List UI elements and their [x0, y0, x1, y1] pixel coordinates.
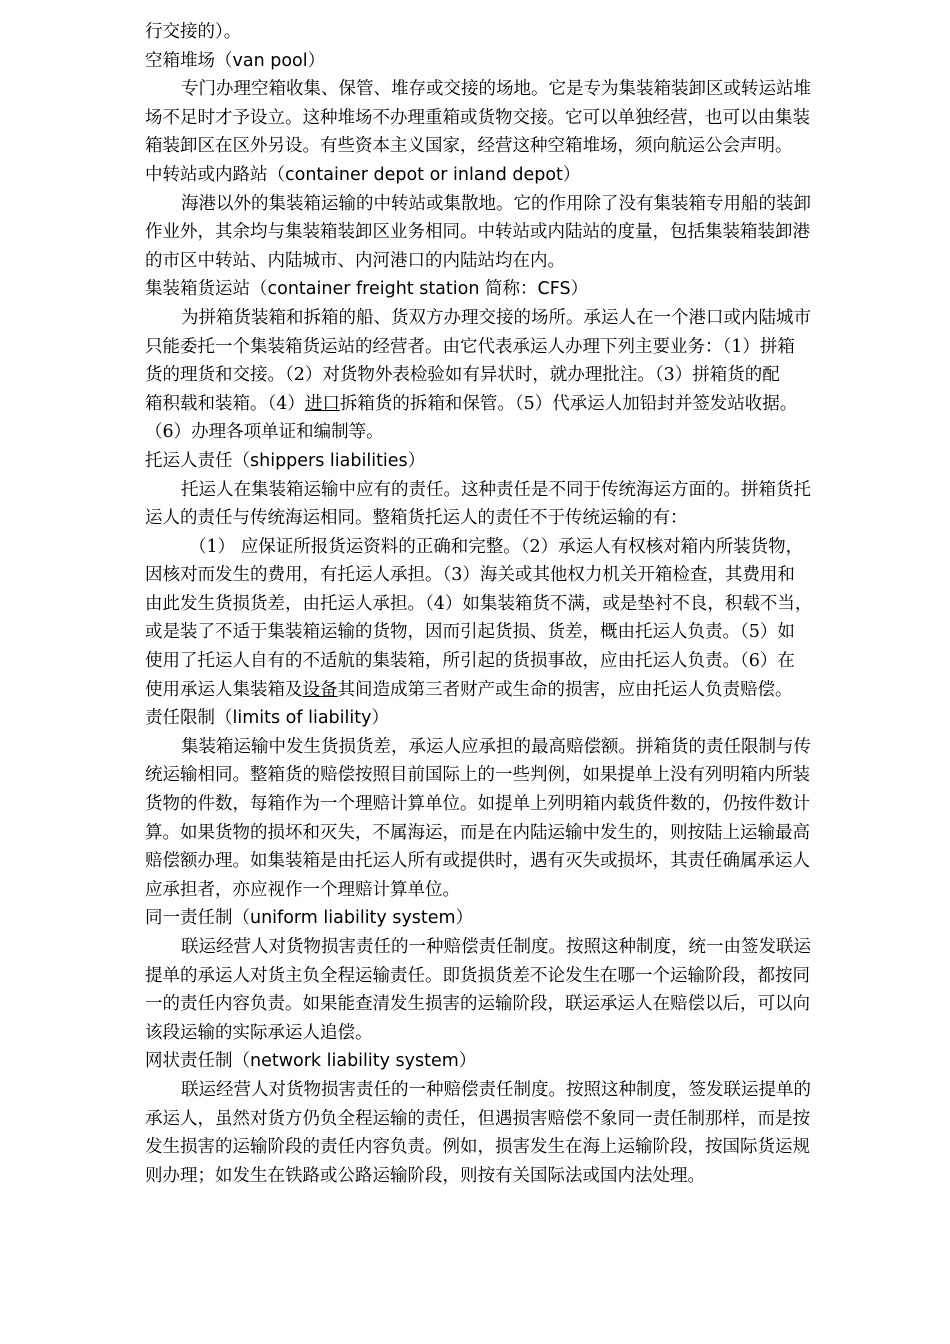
body-line: 联运经营人对货物损害责任的一种赔偿责任制度。按照这种制度，签发联运提单的 — [181, 1079, 811, 1100]
body-line: 海港以外的集装箱运输的中转站或集散地。它的作用除了没有集装箱专用船的装卸 — [181, 193, 811, 214]
section-heading-limits-of-liability: 责任限制（limits of liability） — [145, 708, 389, 729]
body-line: 场不足时才予设立。这种堆场不办理重箱或货物交接。它可以单独经营，也可以由集装 — [145, 107, 810, 128]
body-line: 该段运输的实际承运人追偿。 — [145, 1022, 373, 1043]
body-line: （6）办理各项单证和编制等。 — [145, 422, 384, 443]
body-line: 一的责任内容负责。如果能查清发生损害的运输阶段，联运承运人在赔偿以后，可以向 — [145, 994, 810, 1015]
underlined-term: 设备 — [302, 679, 338, 700]
body-line: 专门办理空箱收集、保管、堆存或交接的场地。它是专为集装箱装卸区或转运站堆 — [181, 79, 811, 100]
body-line: 使用了托运人自有的不适航的集装箱，所引起的货损事故，应由托运人负责。（6）在 — [145, 651, 795, 672]
body-line: 统运输相同。整箱货的赔偿按照目前国际上的一些判例，如果提单上没有列明箱内所装 — [145, 765, 810, 786]
body-line: 作业外，其余均与集装箱装卸区业务相同。中转站或内陆站的度量，包括集装箱装卸港 — [145, 222, 810, 243]
body-line: 的市区中转站、内陆城市、内河港口的内陆站均在内。 — [145, 250, 565, 271]
body-line: 承运人，虽然对货方仍负全程运输的责任，但遇损害赔偿不象同一责任制那样，而是按 — [145, 1108, 810, 1129]
section-heading-van-pool: 空箱堆场（van pool） — [145, 50, 326, 71]
body-line: 由此发生货损货差，由托运人承担。（4）如集装箱货不满，或是垫衬不良，积载不当， — [145, 593, 813, 614]
body-line: 赔偿额办理。如集装箱是由托运人所有或提供时，遇有灭失或损坏，其责任确属承运人 — [145, 851, 810, 872]
section-heading-container-depot: 中转站或内路站（container depot or inland depot） — [145, 164, 581, 185]
section-heading-cfs: 集装箱货运站（container freight station 简称：CFS） — [145, 279, 589, 300]
body-line: 提单的承运人对货主负全程运输责任。即货损货差不论发生在哪一个运输阶段，都按同 — [145, 965, 810, 986]
underlined-term: 进口 — [304, 393, 340, 414]
body-line: 运人的责任与传统海运相同。整箱货托运人的责任不于传统运输的有： — [145, 508, 688, 529]
body-line: 集装箱运输中发生货损货差，承运人应承担的最高赔偿额。拼箱货的责任限制与传 — [181, 736, 811, 757]
body-line: 箱装卸区在区外另设。有些资本主义国家，经营这种空箱堆场，须向航运公会声明。 — [145, 136, 793, 157]
lead-line: 行交接的）。 — [145, 22, 242, 42]
body-line: 算。如果货物的损坏和灭失，不属海运，而是在内陆运输中发生的，则按陆上运输最高 — [145, 822, 810, 843]
body-line: 因核对而发生的费用，有托运人承担。（3）海关或其他权力机关开箱检查，其费用和 — [145, 565, 795, 586]
body-line: 使用承运人集装箱及设备其间造成第三者财产或生命的损害，应由托运人负责赔偿。 — [145, 679, 793, 700]
body-line: 货的理货和交接。（2）对货物外表检验如有异状时，就办理批注。（3）拼箱货的配 — [145, 365, 780, 386]
body-line: 联运经营人对货物损害责任的一种赔偿责任制度。按照这种制度，统一由签发联运 — [181, 937, 811, 957]
section-heading-network-liability: 网状责任制（network liability system） — [145, 1051, 477, 1072]
body-line: 箱积载和装箱。（4）进口拆箱货的拆箱和保管。（5）代承运人加铅封并签发站收据。 — [145, 393, 798, 414]
document-page — [145, 18, 873, 1190]
body-line: 托运人在集装箱运输中应有的责任。这种责任是不同于传统海运方面的。拼箱货托 — [181, 479, 811, 500]
body-line: 应承担者，亦应视作一个理赔计算单位。 — [145, 879, 460, 900]
body-line: 为拼箱货装箱和拆箱的船、货双方办理交接的场所。承运人在一个港口或内陆城市 — [181, 307, 811, 328]
body-line: 发生损害的运输阶段的责任内容负责。例如，损害发生在海上运输阶段，按国际货运规 — [145, 1137, 810, 1158]
section-heading-uniform-liability: 同一责任制（uniform liability system） — [145, 908, 474, 929]
section-heading-shippers-liabilities: 托运人责任（shippers liabilities） — [145, 450, 426, 471]
body-line: 货物的件数，每箱作为一个理赔计算单位。如提单上列明箱内载货件数的，仍按件数计 — [145, 794, 810, 815]
body-line: 只能委托一个集装箱货运站的经营者。由它代表承运人办理下列主要业务：（1）拼箱 — [145, 336, 795, 357]
body-line: 或是装了不适于集装箱运输的货物，因而引起货损、货差，概由托运人负责。（5）如 — [145, 622, 795, 643]
body-line: 则办理；如发生在铁路或公路运输阶段，则按有关国际法或国内法处理。 — [145, 1165, 705, 1186]
body-line: （1） 应保证所报货运资料的正确和完整。（2）承运人有权核对箱内所装货物， — [189, 536, 804, 557]
